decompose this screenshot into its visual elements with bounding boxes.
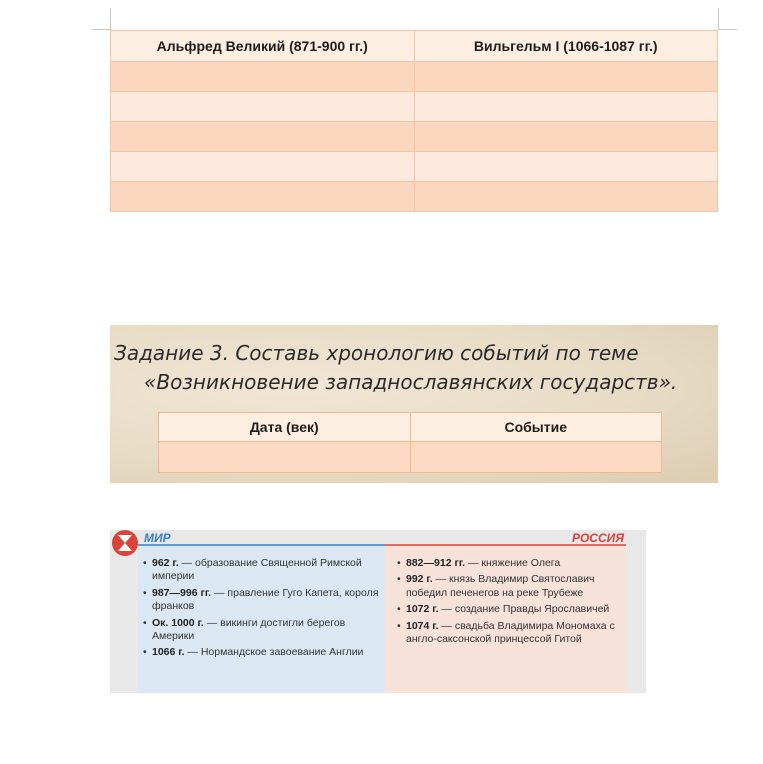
list-item: • Ок. 1000 г. — викинги достигли берегов Америки <box>143 617 379 644</box>
list-item: • 987—996 гг. — правление Гуго Капета, короля франков <box>143 587 379 614</box>
list-item: • 1066 г. — Нормандское завоевание Англии <box>143 646 379 659</box>
header-date: Дата (век) <box>159 413 411 442</box>
list-item: • 1074 г. — свадьба Владимира Мономаха с англо-саксонской принцессой Гитой <box>397 620 622 647</box>
chronology-table <box>158 412 662 473</box>
table-row <box>111 92 718 122</box>
table-row <box>111 152 718 182</box>
table-row <box>159 442 662 473</box>
list-item: • 1072 г. — создание Правды Ярославичей <box>397 603 622 616</box>
margin-guide-right <box>718 8 719 30</box>
table-row <box>111 182 718 212</box>
table-row <box>111 122 718 152</box>
table-cell[interactable] <box>414 62 718 92</box>
table-cell[interactable] <box>111 182 415 212</box>
list-item: • 962 г. — образование Священной Римской империи <box>143 557 379 584</box>
table-cell[interactable] <box>159 442 411 473</box>
margin-guide-left <box>110 8 111 30</box>
table-cell[interactable] <box>111 92 415 122</box>
rulers-comparison-table <box>110 30 718 212</box>
header-william: Вильгельм I (1066-1087 гг.) <box>414 31 718 62</box>
table-cell[interactable] <box>414 152 718 182</box>
task-3-title-line2: «Возникновение западнославянских государств». <box>144 370 678 394</box>
russia-label: РОССИЯ <box>571 531 624 545</box>
world-divider <box>138 544 385 546</box>
hourglass-icon <box>112 530 138 556</box>
table-cell[interactable] <box>414 92 718 122</box>
list-item: • 992 г. — князь Владимир Святославич победил печенегов на реке Трубеже <box>397 573 622 600</box>
header-alfred: Альфред Великий (871-900 гг.) <box>111 31 415 62</box>
table-header-row <box>159 413 662 442</box>
header-event: Событие <box>410 413 662 442</box>
table-cell[interactable] <box>414 122 718 152</box>
margin-guide-top-right <box>719 29 737 30</box>
table-cell[interactable] <box>111 122 415 152</box>
table-header-row <box>111 31 718 62</box>
chronology-panel <box>110 530 646 693</box>
russia-events-list <box>397 557 622 649</box>
list-item: • 882—912 гг. — княжение Олега <box>397 557 622 570</box>
task-3-title-line1: Задание 3. Составь хронологию событий по теме <box>114 341 639 365</box>
table-cell[interactable] <box>111 152 415 182</box>
table-cell[interactable] <box>410 442 662 473</box>
table-cell[interactable] <box>414 182 718 212</box>
world-events-list <box>143 557 379 663</box>
table-cell[interactable] <box>111 62 415 92</box>
world-label: МИР <box>144 531 171 545</box>
table-row <box>111 62 718 92</box>
margin-guide-top <box>92 29 110 30</box>
task-3-block <box>110 325 718 483</box>
task-3-title <box>114 339 714 397</box>
